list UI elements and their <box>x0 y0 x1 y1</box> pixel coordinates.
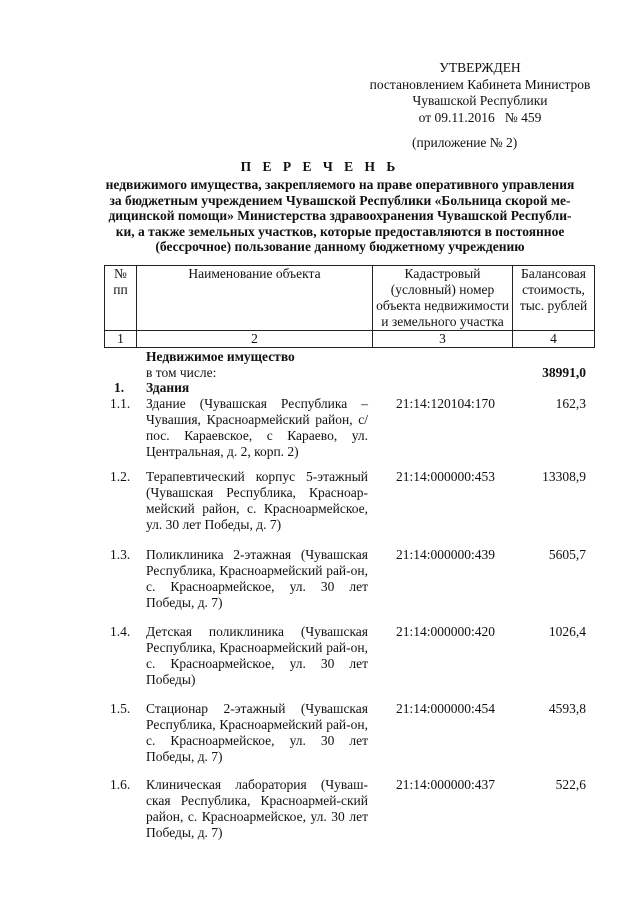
row-value: 162,3 <box>555 396 586 411</box>
row-value: 13308,9 <box>542 469 586 484</box>
row-number: 1.2. <box>110 469 131 484</box>
row-number: 1.5. <box>110 701 131 716</box>
header-number <box>105 266 137 331</box>
subsection-number: 1. <box>114 380 125 395</box>
row-description: Поликлиника 2-этажная (Чувашская Республика, Красноармейский рай-он, с. Красноармейское, ул. 30 лет Победы, д. 7) <box>146 547 368 610</box>
subtitle-line: ки, а также земельных участков, которые предоставляются в постоянное <box>115 223 565 239</box>
header-balance-value <box>513 266 595 331</box>
header-text: и земельного участка <box>381 314 504 329</box>
subsection-heading: Здания <box>146 380 190 395</box>
row-cadastral: 21:14:000000:454 <box>396 701 496 716</box>
row-description: Стационар 2-этажный (Чувашская Республика, Красноармейский рай-он, с. Красноармейское, ул. 30 лет Победы, д. 7) <box>146 701 368 764</box>
header-text: стоимость, <box>522 282 585 297</box>
approval-block <box>360 60 600 126</box>
property-table-header <box>104 265 595 348</box>
header-text: (условный) номер <box>390 282 495 297</box>
row-description: Клиническая лаборатория (Чуваш-ская Республика, Красноармей-ский район, с. Красноармейское, ул. 30 лет Победы, д. 7) <box>146 777 368 840</box>
column-number-row <box>105 331 595 348</box>
section-heading: Недвижимое имущество <box>146 349 295 364</box>
section-including: в том числе: <box>146 365 217 380</box>
approval-title: УТВЕРЖДЕН <box>439 60 521 75</box>
row-value: 1026,4 <box>548 624 586 639</box>
section-total: 38991,0 <box>542 365 586 380</box>
header-text: Кадастровый <box>404 266 481 281</box>
approval-republic: Чувашской Республики <box>412 93 548 108</box>
row-number: 1.1. <box>110 396 131 411</box>
row-value: 5605,7 <box>548 547 586 562</box>
subtitle-line: за бюджетным учреждением Чувашской Республики «Больница скорой ме- <box>109 192 571 208</box>
header-text: Балансовая <box>521 266 586 281</box>
document-title: П Е Р Е Ч Е Н Ь <box>240 159 400 174</box>
header-text: № <box>114 266 127 281</box>
subtitle-line: дицинской помощи» Министерства здравоохранения Чувашской Республи- <box>108 208 572 223</box>
header-row <box>105 266 595 331</box>
header-text: пп <box>113 282 128 297</box>
row-cadastral: 21:14:000000:439 <box>396 547 496 562</box>
row-cadastral: 21:14:120104:170 <box>396 396 496 411</box>
header-text: тыс. рублей <box>519 298 588 313</box>
header-text: Наименование объекта <box>188 266 321 281</box>
column-number: 3 <box>373 331 513 348</box>
row-description: Здание (Чувашская Республика – Чувашия, Красноармейский район, с/пос. Караевское, с Караево, ул. Центральная, д. 2, корп. 2) <box>146 396 368 459</box>
approval-date: от 09.11.2016 № 459 <box>418 109 542 125</box>
appendix-label: (приложение № 2) <box>412 135 518 150</box>
column-number: 4 <box>513 331 595 348</box>
column-number: 1 <box>105 331 137 348</box>
row-value: 4593,8 <box>548 701 586 716</box>
row-cadastral: 21:14:000000:420 <box>396 624 496 639</box>
row-number: 1.4. <box>110 624 131 639</box>
row-number: 1.6. <box>110 777 131 792</box>
document-subtitle <box>102 177 578 255</box>
row-cadastral: 21:14:000000:453 <box>396 469 496 484</box>
row-number: 1.3. <box>110 547 131 562</box>
row-value: 522,6 <box>555 777 586 792</box>
subtitle-line: (бессрочное) пользование данному бюджетному учреждению <box>155 239 525 254</box>
column-number: 2 <box>137 331 373 348</box>
header-cadastral <box>373 266 513 331</box>
row-description: Терапевтический корпус 5-этажный (Чувашская Республика, Красноар-мейский район, с. Красноармейское, ул. 30 лет Победы, д. 7) <box>146 469 368 532</box>
header-text: объекта недвижимости <box>376 298 509 313</box>
approval-issuer: постановлением Кабинета Министров <box>369 76 591 92</box>
header-object-name <box>137 266 373 331</box>
row-cadastral: 21:14:000000:437 <box>396 777 496 792</box>
row-description: Детская поликлиника (Чувашская Республика, Красноармейский рай-он, с. Красноармейское, ул. 30 лет Победы) <box>146 624 368 687</box>
subtitle-line: недвижимого имущества, закрепляемого на праве оперативного управления <box>105 177 575 192</box>
